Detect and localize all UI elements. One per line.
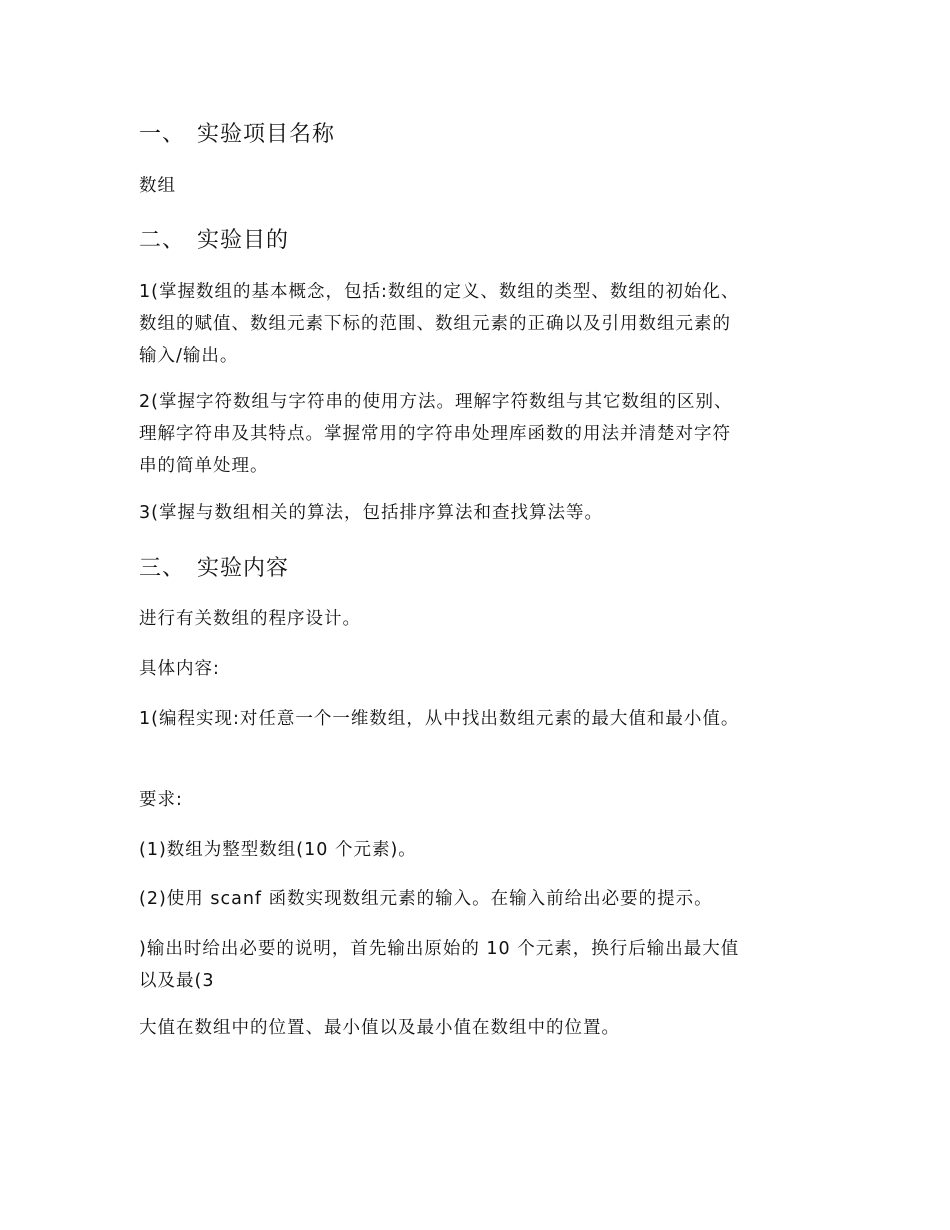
requirements-label-text: 要求: bbox=[139, 790, 183, 810]
section-3-title: 实验内容 bbox=[197, 556, 290, 581]
detail-label-text: 具体内容: bbox=[139, 659, 220, 679]
objective-1-line-2: 数组的赋值、数组元素下标的范围、数组元素的正确以及引用数组元素的 bbox=[139, 314, 731, 334]
section-1-heading bbox=[139, 120, 819, 150]
objective-item-1 bbox=[139, 276, 819, 372]
requirement-3-line-2: 以及最(3 bbox=[139, 971, 215, 991]
objective-2-line-1: 2(掌握字符数组与字符串的使用方法。理解字符数组与其它数组的区别、 bbox=[139, 392, 733, 412]
section-1-title: 实验项目名称 bbox=[197, 122, 336, 147]
objective-2-line-2: 理解字符串及其特点。掌握常用的字符串处理库函数的用法并清楚对字符 bbox=[139, 424, 731, 444]
section-3-heading bbox=[139, 554, 819, 584]
requirement-1 bbox=[139, 834, 819, 866]
requirement-3-line-1: )输出时给出必要的说明，首先输出原始的 10 个元素，换行后输出最大值 bbox=[139, 939, 740, 959]
requirement-2-text: (2)使用 scanf 函数实现数组元素的输入。在输入前给出必要的提示。 bbox=[139, 889, 713, 909]
objective-item-2 bbox=[139, 386, 819, 482]
detail-label bbox=[139, 653, 819, 685]
requirement-3 bbox=[139, 933, 819, 997]
task-1 bbox=[139, 703, 819, 735]
section-3-number: 三、 bbox=[139, 556, 186, 581]
section-1-body bbox=[139, 170, 819, 202]
section-2-heading bbox=[139, 226, 819, 256]
requirement-3-continued-text: 大值在数组中的位置、最小值以及最小值在数组中的位置。 bbox=[139, 1018, 620, 1038]
requirement-1-text: (1)数组为整型数组(10 个元素)。 bbox=[139, 840, 417, 860]
task-1-text: 1(编程实现:对任意一个一维数组，从中找出数组元素的最大值和最小值。 bbox=[139, 709, 740, 729]
section-1-body-text: 数组 bbox=[139, 176, 176, 196]
objective-1-line-3: 输入/输出。 bbox=[139, 346, 239, 366]
objective-1-line-1: 1(掌握数组的基本概念，包括:数组的定义、数组的类型、数组的初始化、 bbox=[139, 282, 740, 302]
section-2-number: 二、 bbox=[139, 228, 186, 253]
requirements-label bbox=[139, 784, 819, 816]
requirement-3-continued bbox=[139, 1012, 819, 1044]
objective-2-line-3: 串的简单处理。 bbox=[139, 456, 269, 476]
section-3-intro-text: 进行有关数组的程序设计。 bbox=[139, 609, 361, 629]
section-1-number: 一、 bbox=[139, 122, 186, 147]
section-3-intro bbox=[139, 603, 819, 635]
objective-item-3 bbox=[139, 497, 819, 529]
objective-3-line-1: 3(掌握与数组相关的算法，包括排序算法和查找算法等。 bbox=[139, 503, 603, 523]
section-2-title: 实验目的 bbox=[197, 228, 290, 253]
requirement-2 bbox=[139, 883, 819, 915]
